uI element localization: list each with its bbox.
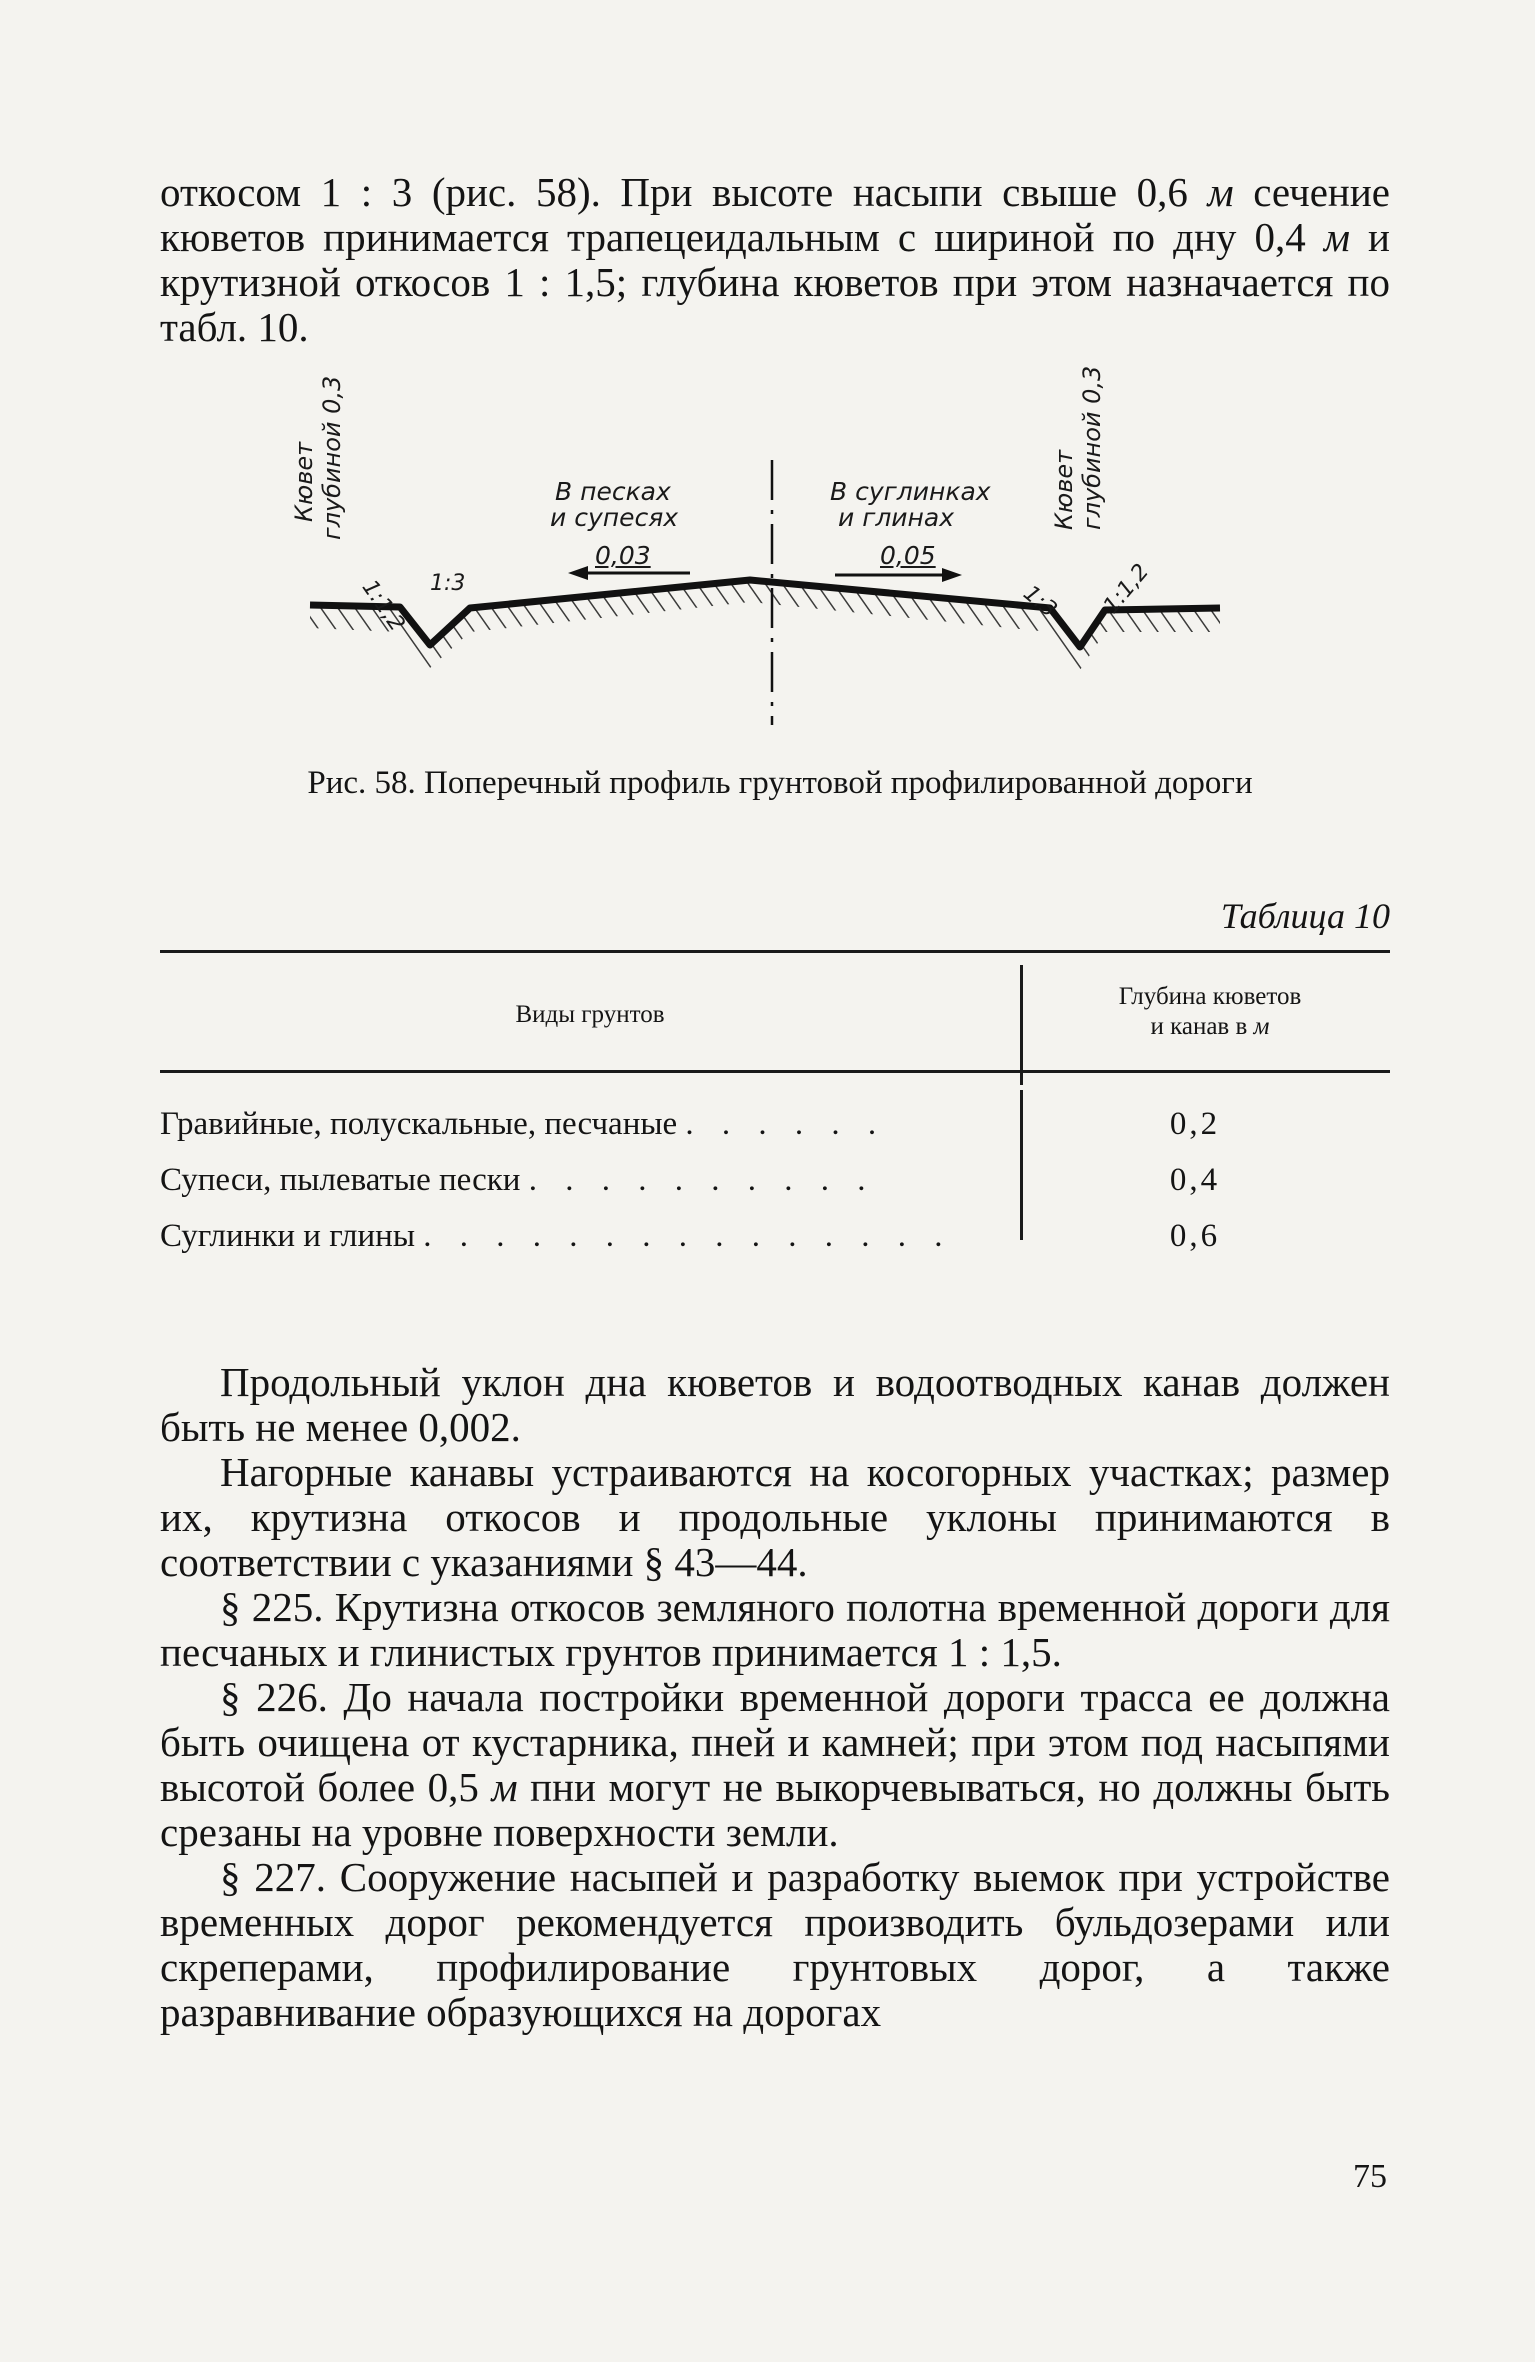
row-depth-value: 0,6 xyxy=(1169,1218,1221,1254)
table-top-rule xyxy=(160,950,1390,953)
left-soil-line2: и супесях xyxy=(550,503,679,532)
road-profile-drawing xyxy=(290,370,1270,730)
right-ditch-label: Кювет xyxy=(1050,449,1078,530)
right-inner-slope: 1:3 xyxy=(1018,580,1062,623)
paragraph-226: § 226. До начала постройки временной дороги трасса ее должна быть очищена от кустарника, пней и камней; при этом под насыпями высотой более 0,5 м пни могут не выкорчевываться, но должны быть срезаны на уровне поверхности земли. xyxy=(160,1674,1390,1855)
col-header-soil-type: Виды грунтов xyxy=(515,1001,665,1028)
paragraph-continued: откосом 1 : 3 (рис. 58). При высоте насыпи свыше 0,6 м сечение кюветов принимается трапецеидальным с шириной по дну 0,4 м и крутизной откосов 1 : 1,5; глубина кюветов при этом назначается по табл. 10. xyxy=(160,169,1390,350)
table-row xyxy=(160,1154,1390,1206)
col-header-depth xyxy=(1030,982,1390,1042)
page-number: 75 xyxy=(1353,2158,1387,2195)
col-header-depth-line2: и канав в м xyxy=(1150,1013,1270,1040)
left-ditch-label: Кювет xyxy=(290,441,318,522)
body-text xyxy=(160,1360,1390,2035)
row-depth-value: 0,2 xyxy=(1169,1106,1221,1142)
left-outer-slope: 1:1,2 xyxy=(356,575,410,637)
right-arrowhead xyxy=(942,568,962,582)
left-ditch-depth: глубиной 0,3 xyxy=(318,375,346,540)
road-profile-figure xyxy=(290,365,1270,730)
paragraph-upland-ditches: Нагорные канавы устраиваются на косогорных участках; размер их, крутизна откосов и продольные уклоны принимаются в соответствии с указаниями § 43—44. xyxy=(160,1449,1390,1585)
left-arrowhead xyxy=(568,566,588,580)
figure-caption: Рис. 58. Поперечный профиль грунтовой профилированной дороги xyxy=(307,765,1253,801)
paragraph-227: § 227. Сооружение насыпей и разработку выемок при устройстве временных дорог рекомендуется производить бульдозерами или скреперами, профилирование грунтовых дорог, а также разравнивание образующихся на дорогах xyxy=(160,1854,1390,2035)
paragraph-225: § 225. Крутизна откосов земляного полотна временной дороги для песчаных и глинистых грунтов принимается 1 : 1,5. xyxy=(160,1584,1390,1675)
table-row xyxy=(160,1210,1390,1262)
header-bottom-rule xyxy=(160,1070,1390,1073)
header-divider xyxy=(1020,965,1023,1085)
col-header-depth-line1: Глубина кюветов xyxy=(1118,983,1302,1010)
table-row xyxy=(160,1098,1390,1150)
left-slope-value: 0,03 xyxy=(595,541,651,570)
table-title: Таблица 10 xyxy=(1220,896,1390,936)
right-slope-value: 0,05 xyxy=(880,541,936,570)
row-soil-name: Суглинки и глины . . . . . . . . . . . . . . . xyxy=(160,1218,953,1254)
right-outer-slope: 1:1,2 xyxy=(1098,559,1155,619)
right-ditch-depth: глубиной 0,3 xyxy=(1078,365,1106,530)
top-paragraph xyxy=(160,170,1390,350)
right-soil-line2: и глинах xyxy=(838,503,955,532)
row-depth-value: 0,4 xyxy=(1169,1162,1221,1198)
paragraph-slope: Продольный уклон дна кюветов и водоотводных канав должен быть не менее 0,002. xyxy=(160,1359,1390,1450)
left-inner-slope: 1:3 xyxy=(430,571,466,596)
row-soil-name: Гравийные, полускальные, песчаные . . . . . . xyxy=(160,1106,887,1142)
right-soil-line1: В суглинках xyxy=(830,477,991,506)
row-soil-name: Супеси, пылеватые пески . . . . . . . . . . xyxy=(160,1162,876,1198)
left-soil-line1: В песках xyxy=(555,477,671,506)
